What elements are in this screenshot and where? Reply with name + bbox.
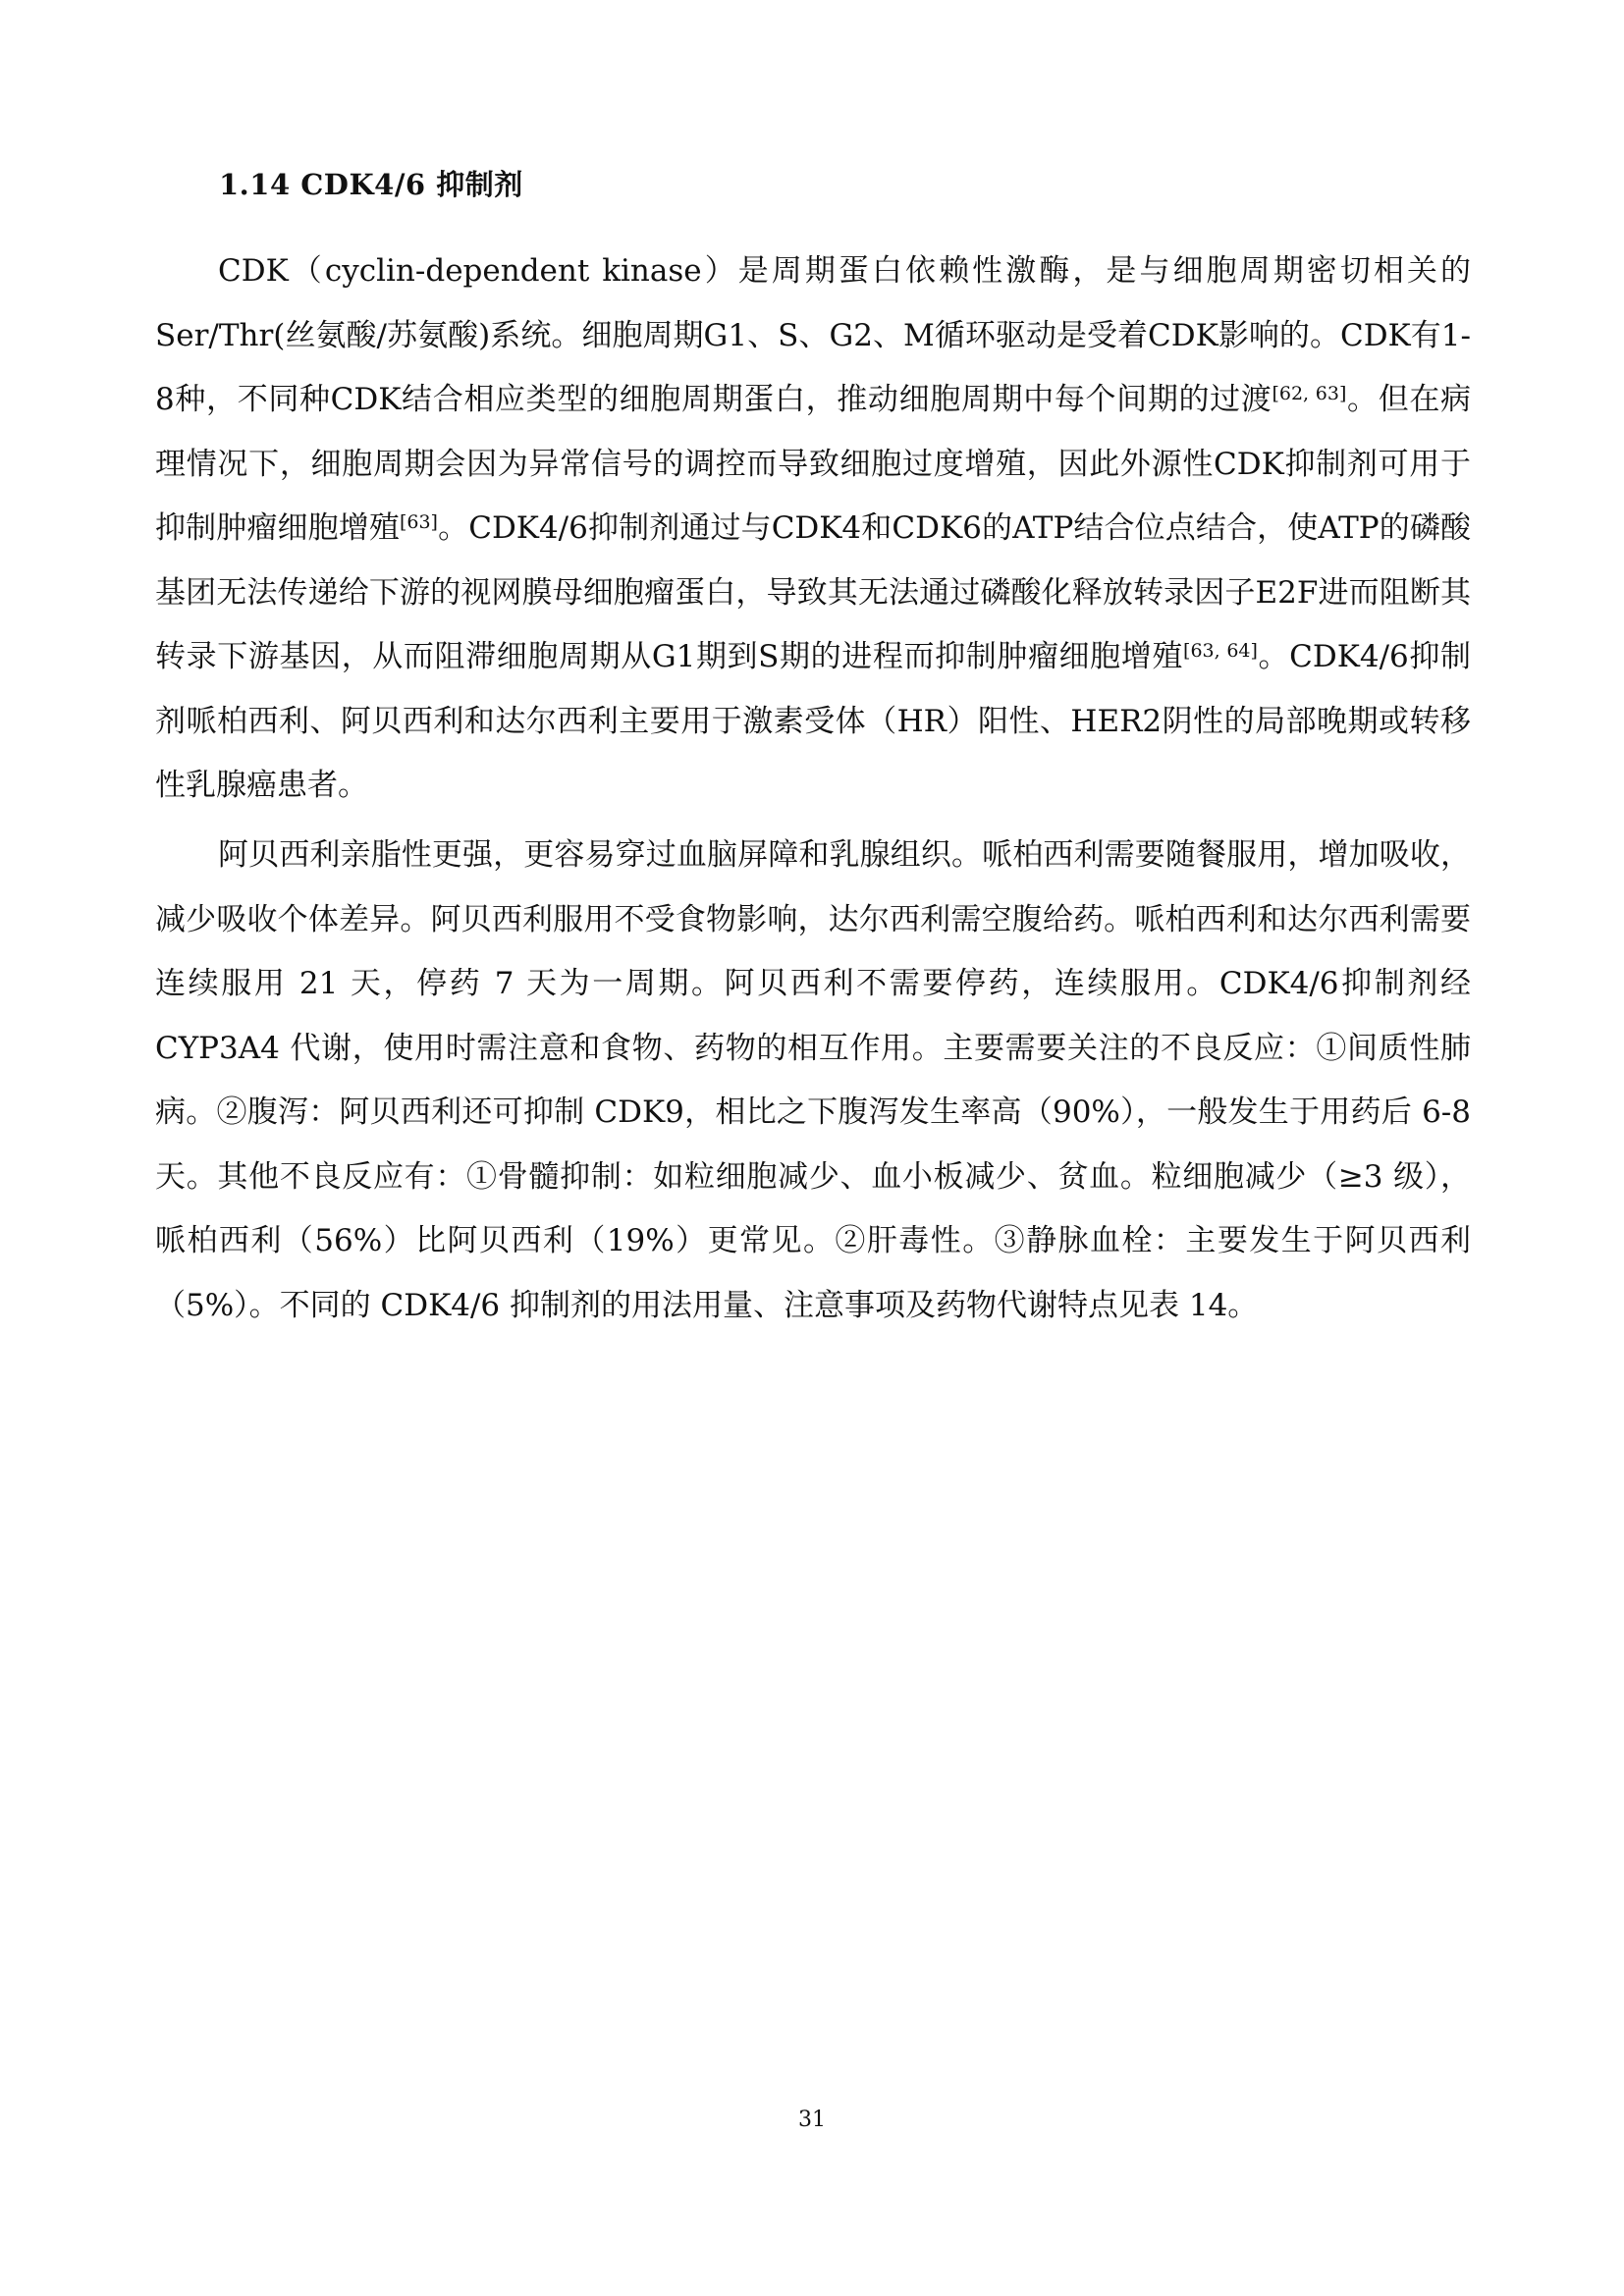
paragraph-text-segment: 。但在病理情况下，细胞周期会因为异常信号的调控而导致细胞过度增殖，因此外源性CDK抑制剂可用于抑制肿瘤细胞增殖 — [155, 382, 1472, 546]
citation-ref: [62, 63] — [1272, 383, 1347, 404]
section-heading: 1.14 CDK4/6 抑制剂 — [219, 168, 523, 201]
paragraph-drug-comparison: 阿贝西利亲脂性更强，更容易穿过血脑屏障和乳腺组织。哌柏西利需要随餐服用，增加吸收，减少吸收个体差异。阿贝西利服用不受食物影响，达尔西利需空腹给药。哌柏西利和达尔西利需要连续服用 21 天，停药 7 天为一周期。阿贝西利不需要停药，连续服用。CDK4/6抑制剂经 CYP3A4 代谢，使用时需注意和食物、药物的相互作用。主要需要关注的不良反应：①间质性肺病。②腹泻：阿贝西利还可抑制 CDK9，相比之下腹泻发生率高（90%），一般发生于用药后 6-8 天。其他不良反应有：①骨髓抑制：如粒细胞减少、血小板减少、贫血。粒细胞减少（≥3 级），哌柏西利（56%）比阿贝西利（19%）更常见。②肝毒性。③静脉血栓：主要发生于阿贝西利（5%）。不同的 CDK4/6 抑制剂的用法用量、注意事项及药物代谢特点见表 14。 — [155, 837, 1471, 1323]
paragraph-cdk-overview — [155, 240, 1471, 819]
paragraph-text-segment: 。CDK4/6抑制剂哌柏西利、阿贝西利和达尔西利主要用于激素受体（HR）阳性、HER2阴性的局部晚期或转移性乳腺癌患者。 — [155, 639, 1471, 803]
citation-ref: [63, 64] — [1183, 640, 1258, 662]
citation-ref: [63] — [399, 511, 438, 533]
paragraph-text-segment: CDK（cyclin-dependent kinase）是周期蛋白依赖性激酶，是与细胞周期密切相关的Ser/Thr(丝氨酸/苏氨酸)系统。细胞周期G1、S、G2、M循环驱动是受着CDK影响的。CDK有1-8种，不同种CDK结合相应类型的细胞周期蛋白，推动细胞周期中每个间期的过渡 — [155, 253, 1471, 417]
page-number: 31 — [798, 2108, 826, 2132]
paragraph-text-segment: 。CDK4/6抑制剂通过与CDK4和CDK6的ATP结合位点结合，使ATP的磷酸基团无法传递给下游的视网膜母细胞瘤蛋白，导致其无法通过磷酸化释放转录因子E2F进而阻断其转录下游基因，从而阻滞细胞周期从G1期到S期的进程而抑制肿瘤细胞增殖 — [155, 510, 1471, 674]
